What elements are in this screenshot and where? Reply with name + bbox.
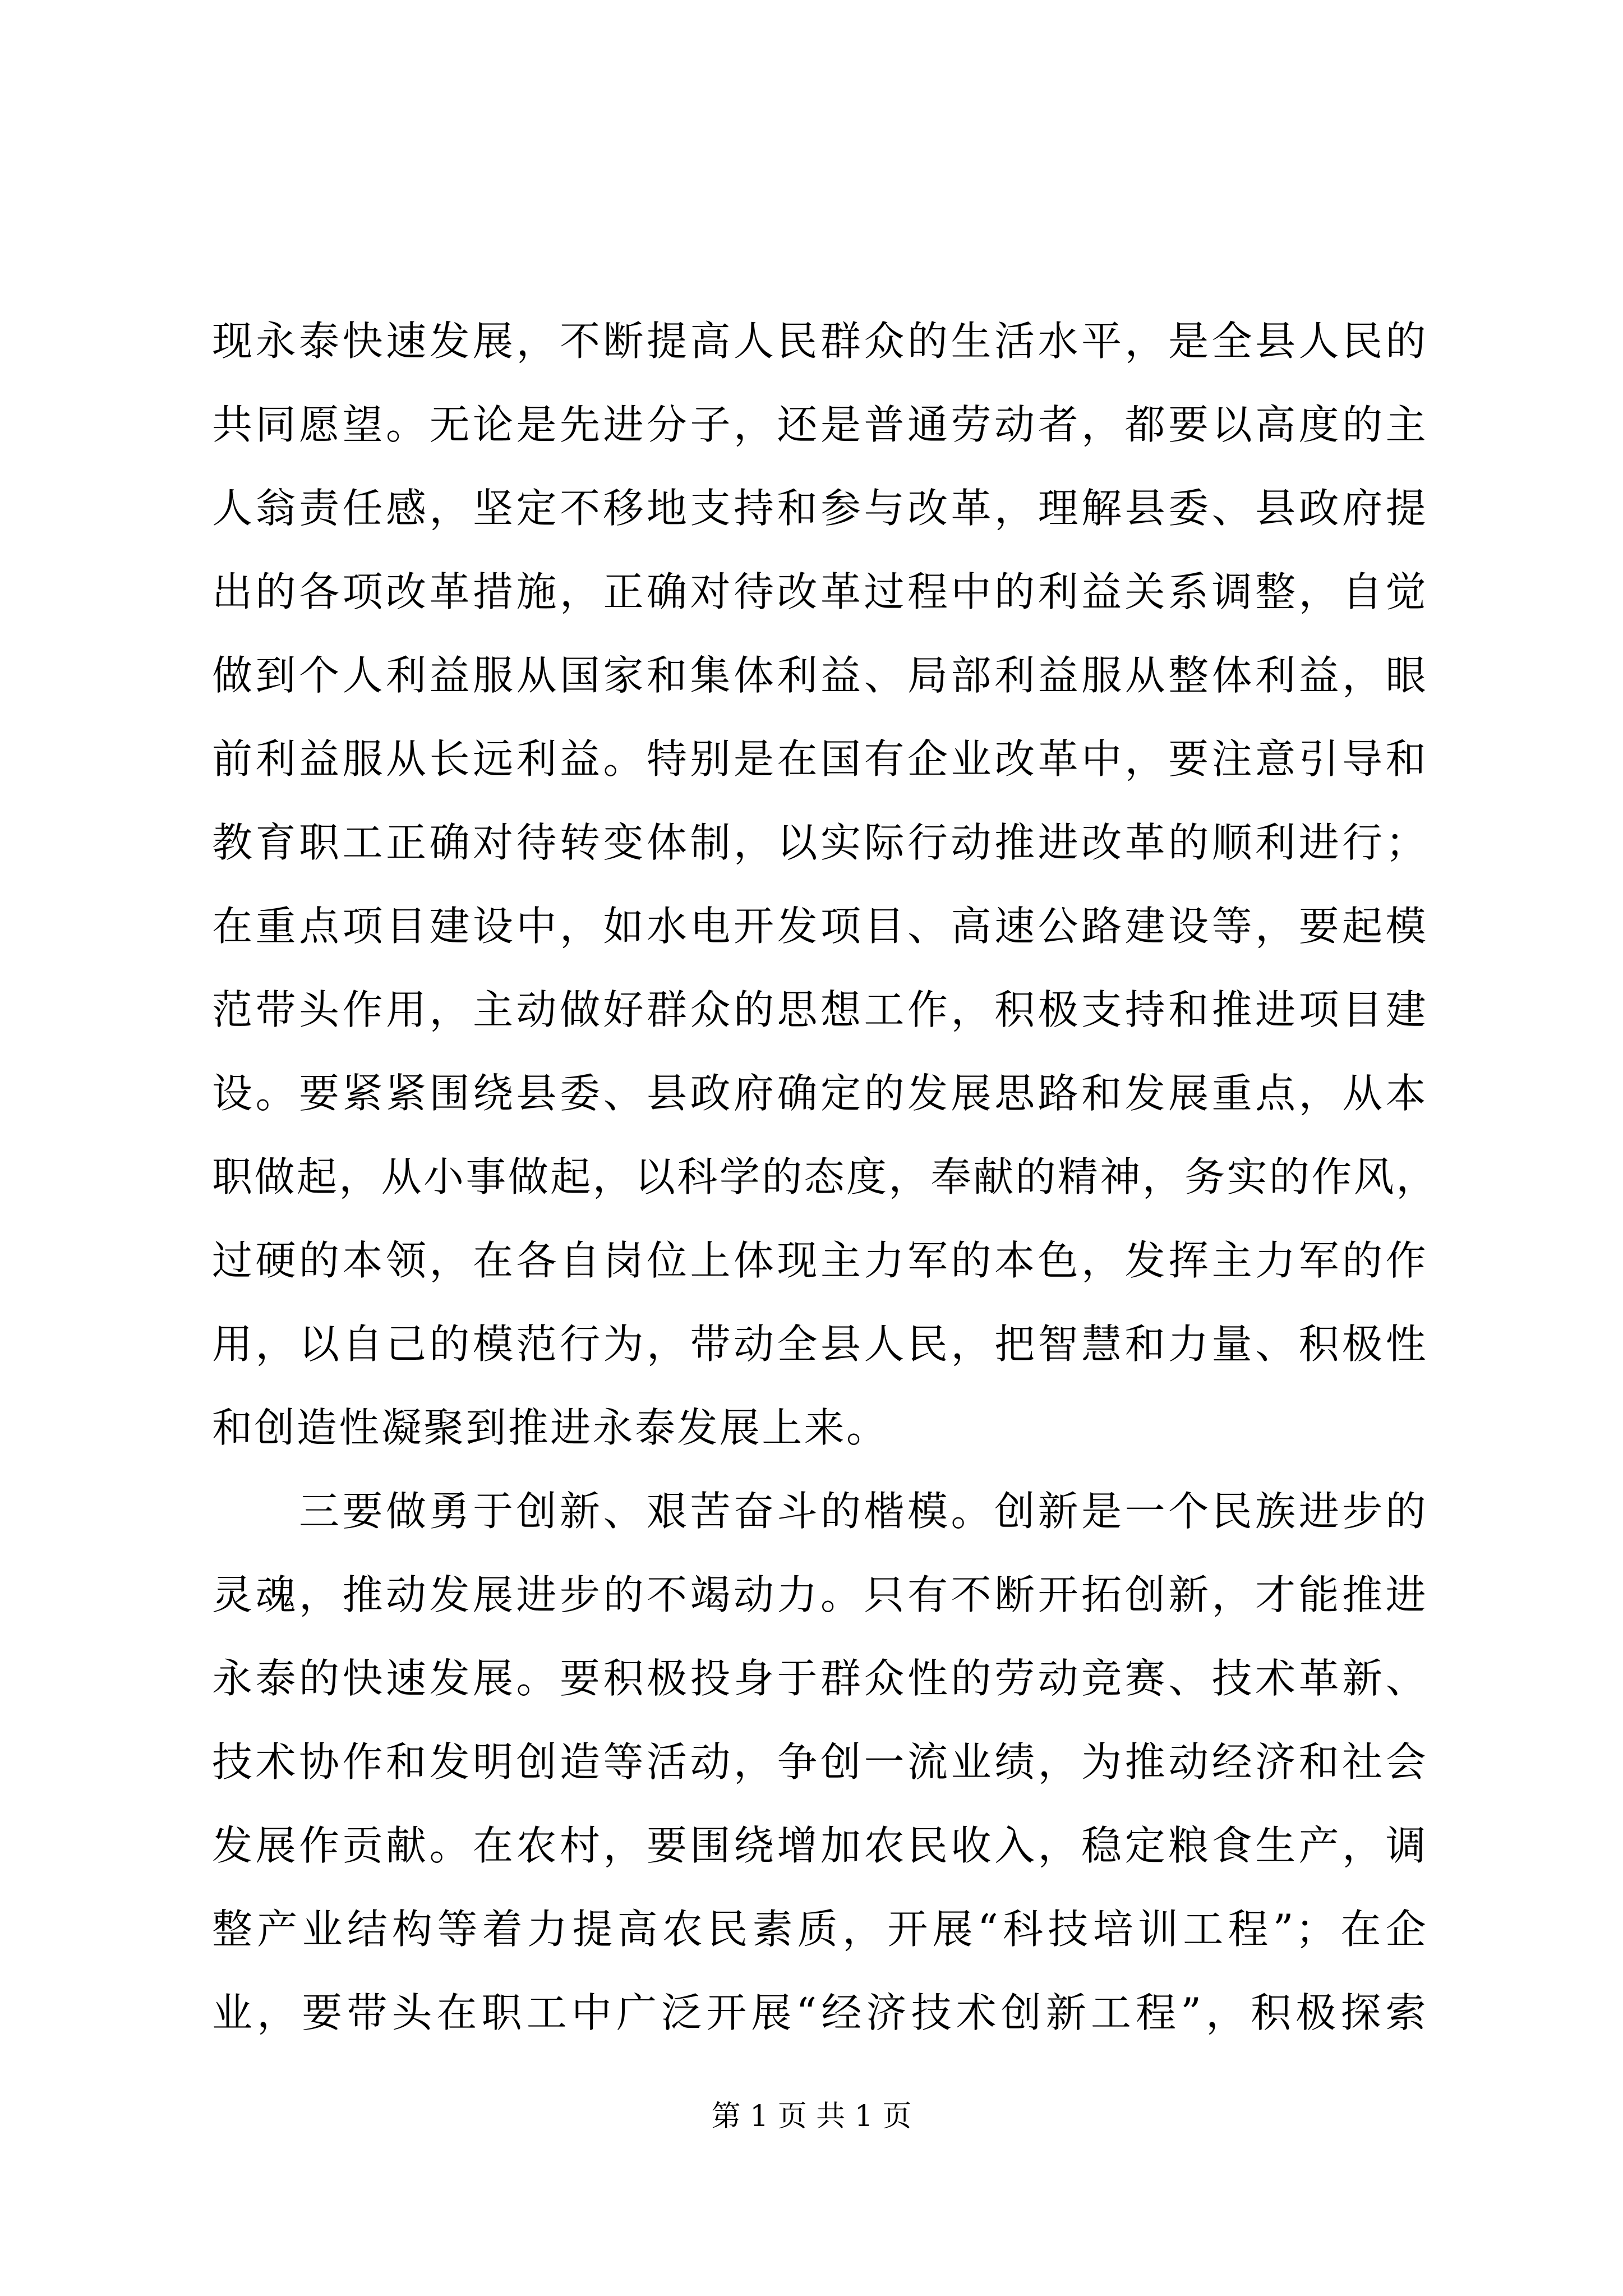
text-line: 业，要带头在职工中广泛开展“经济技术创新工程”，积极探索 <box>212 1989 1428 2036</box>
text-line: 出的各项改革措施，正确对待改革过程中的利益关系调整，自觉 <box>212 568 1428 615</box>
page-footer <box>0 2097 1623 2136</box>
text-line: 职做起，从小事做起，以科学的态度，奉献的精神，务实的作风， <box>212 1153 1438 1200</box>
text-line: 用，以自己的模范行为，带动全县人民，把智慧和力量、积极性 <box>212 1320 1428 1368</box>
text-line: 过硬的本领，在各自岗位上体现主力军的本色，发挥主力军的作 <box>212 1237 1428 1284</box>
text-line: 范带头作用，主动做好群众的思想工作，积极支持和推进项目建 <box>212 986 1428 1033</box>
text-line: 在重点项目建设中，如水电开发项目、高速公路建设等，要起模 <box>212 903 1428 950</box>
text-line: 做到个人利益服从国家和集体利益、局部利益服从整体利益，眼 <box>212 652 1428 699</box>
text-line: 发展作贡献。在农村，要围绕增加农民收入，稳定粮食生产，调 <box>212 1822 1428 1869</box>
text-line: 和创造性凝聚到推进永泰发展上来。 <box>212 1404 889 1451</box>
paragraph-start-line: 三要做勇于创新、艰苦奋斗的楷模。创新是一个民族进步的 <box>212 1488 1428 1535</box>
text-line: 永泰的快速发展。要积极投身于群众性的劳动竞赛、技术革新、 <box>212 1655 1428 1702</box>
document-body <box>212 300 1438 2055</box>
text-line: 前利益服从长远利益。特别是在国有企业改革中，要注意引导和 <box>212 735 1428 783</box>
text-line: 技术协作和发明创造等活动，争创一流业绩，为推动经济和社会 <box>212 1738 1428 1786</box>
text-line: 整产业结构等着力提高农民素质，开展“科技培训工程”；在企 <box>212 1906 1428 1953</box>
text-line: 教育职工正确对待转变体制，以实际行动推进改革的顺利进行； <box>212 819 1428 866</box>
page-number-label: 第 1 页 共 1 页 <box>711 2100 912 2133</box>
text-line: 灵魂，推动发展进步的不竭动力。只有不断开拓创新，才能推进 <box>212 1571 1428 1618</box>
text-line: 设。要紧紧围绕县委、县政府确定的发展思路和发展重点，从本 <box>212 1070 1428 1117</box>
text-line: 现永泰快速发展，不断提高人民群众的生活水平，是全县人民的 <box>212 318 1428 365</box>
text-line: 共同愿望。无论是先进分子，还是普通劳动者，都要以高度的主 <box>212 401 1428 448</box>
text-line: 人翁责任感，坚定不移地支持和参与改革，理解县委、县政府提 <box>212 485 1428 532</box>
